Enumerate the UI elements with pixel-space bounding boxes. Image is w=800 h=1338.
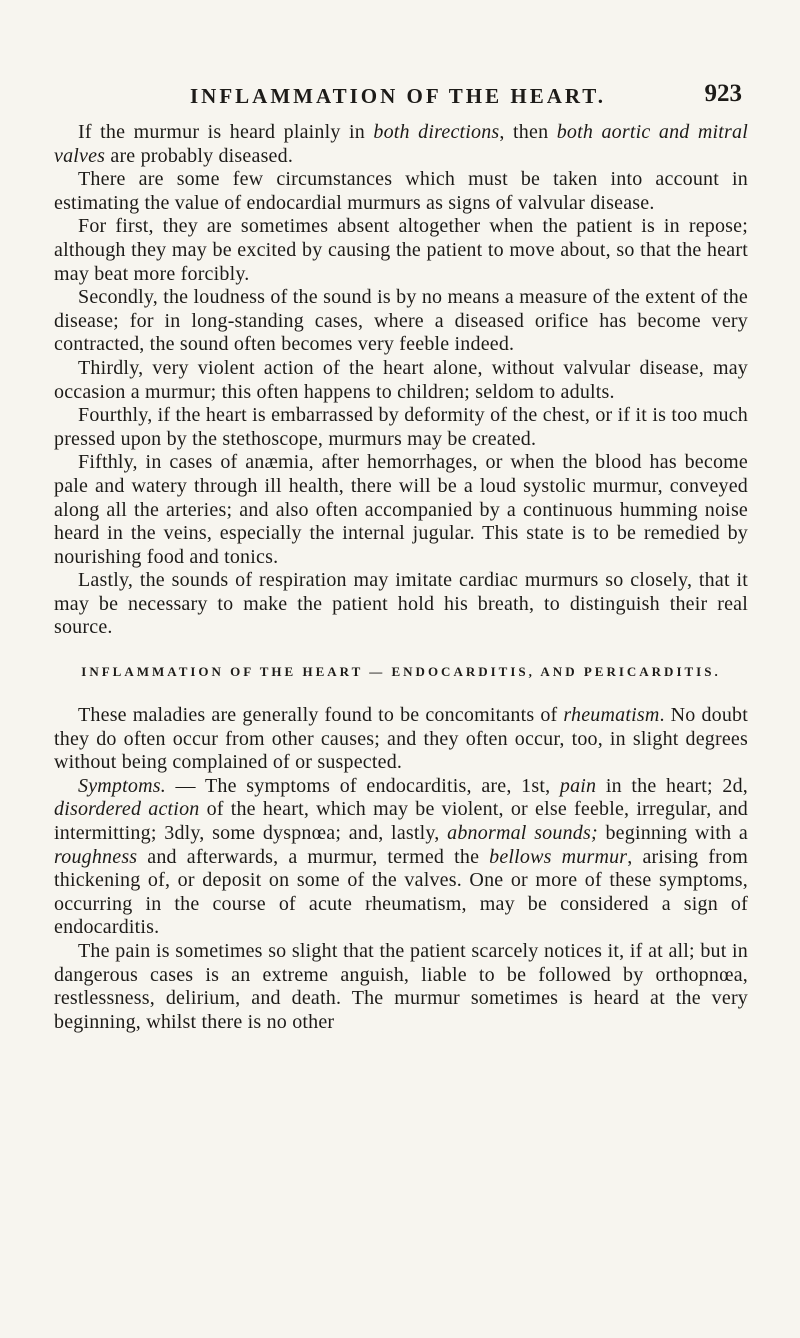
paragraph-symptoms: Symptoms. — The symptoms of endocarditis, are, 1st, pain in the heart; 2d, disordered action of the heart, which may be violent, or else feeble, irregular, and intermitting; 3dly, some dyspnœa; and, lastly, abnormal sounds; beginning with a roughness and afterwards, a murmur, termed the bellows murmur, arising from thickening of, or deposit on some of the valves. One or more of these symptoms, occurring in the course of acute rheumatism, may be considered a sign of endocarditis. — [54, 774, 749, 939]
paragraph-fourthly: Fourthly, if the heart is embarrassed by deformity of the chest, or if it is too much pressed upon by the stethoscope, murmurs may be created. — [54, 404, 748, 450]
page-number: 923 — [704, 80, 742, 107]
section-heading: INFLAMMATION OF THE HEART — ENDOCARDITIS, AND PERICARDITIS. — [81, 664, 721, 680]
paragraph-maladies: These maladies are generally found to be concomitants of rheumatism. No doubt they do often occur from other causes; and they often occur, too, in slight degrees without being complained of or suspected. — [54, 704, 749, 774]
paragraph-thirdly: Thirdly, very violent action of the heart alone, without valvular disease, may occasion a murmur; this often happens to children; seldom to adults. — [54, 356, 748, 403]
running-head-title: INFLAMMATION OF THE HEART. — [190, 84, 606, 108]
paragraph-first: For first, they are sometimes absent altogether when the patient is in repose; although they may be excited by causing the patient to move about, so that the heart may beat more forcibly. — [54, 215, 748, 285]
paragraph-circumstances: There are some few circumstances which must be taken into account in estimating the value of endocardial murmurs as signs of valvular disease. — [54, 168, 748, 214]
paragraph-pain: The pain is sometimes so slight that the patient scarcely notices it, if at all; but in dangerous cases is an extreme anguish, liable to be followed by orthopnœa, restlessness, delirium, and death. The murmur sometimes is heard at the very beginning, whilst there is no other — [54, 940, 748, 1033]
paragraph-lastly: Lastly, the sounds of respiration may imitate cardiac murmurs so closely, that it may be necessary to make the patient hold his breath, to distinguish their real source. — [54, 569, 748, 639]
paragraph-fifthly: Fifthly, in cases of anæmia, after hemorrhages, or when the blood has become pale and watery through ill health, there will be a loud systolic murmur, conveyed along all the arteries; and also often accompanied by a continuous humming noise heard in the veins, especially the internal jugular. This state is to be remedied by nourishing food and tonics. — [54, 451, 748, 568]
paragraph-secondly: Secondly, the loudness of the sound is by no means a measure of the extent of the disease; for in long-standing cases, where a diseased orifice has become very contracted, the sound often becomes very feeble indeed. — [54, 286, 748, 356]
paragraph-both-directions: If the murmur is heard plainly in both directions, then both aortic and mitral valves are probably diseased. — [54, 121, 748, 167]
body-text — [54, 121, 748, 1034]
